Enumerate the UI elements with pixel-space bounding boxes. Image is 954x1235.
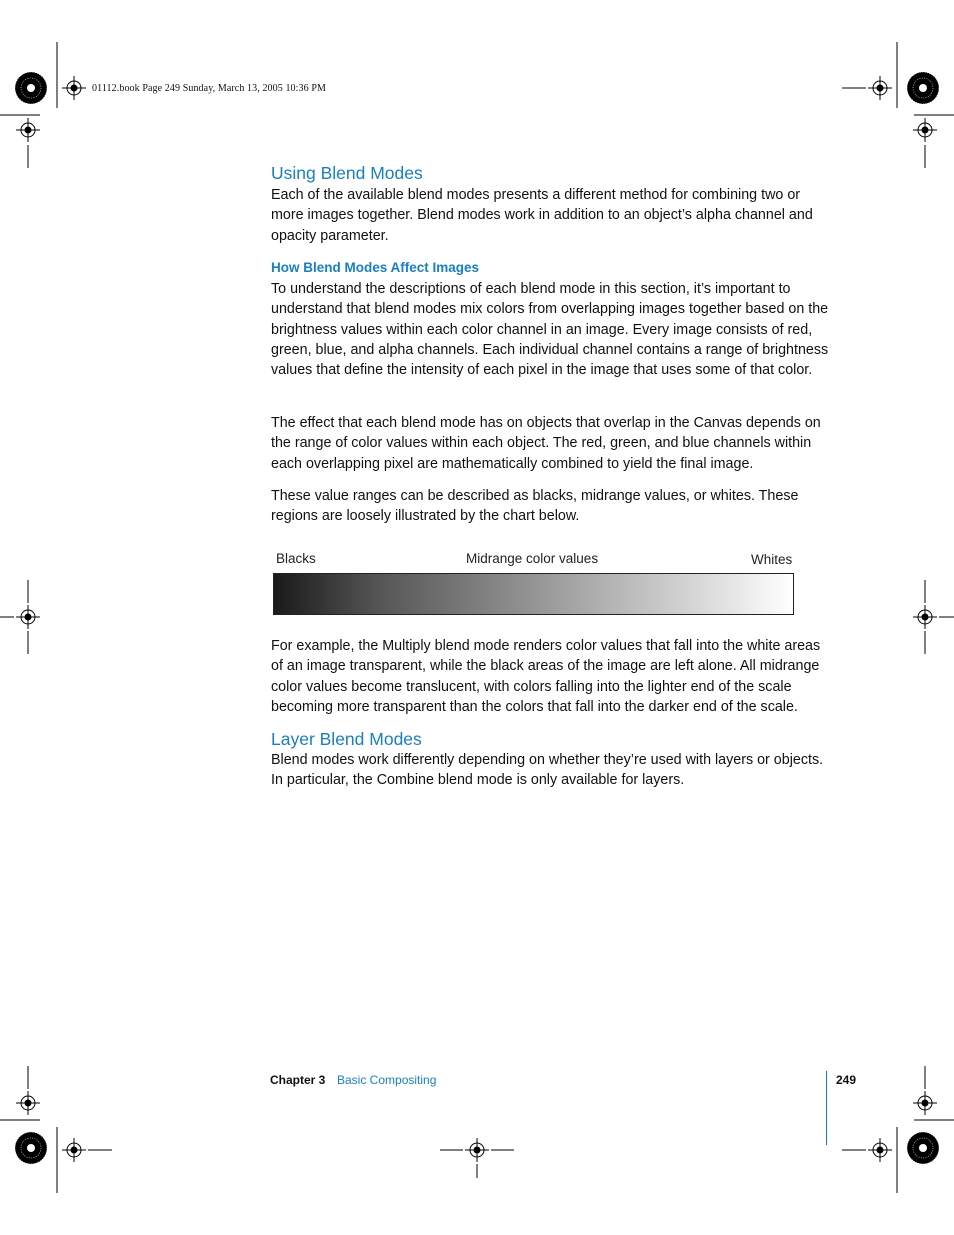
registration-crosshair-icon	[62, 76, 86, 100]
registration-starburst-icon	[907, 1132, 939, 1164]
brightness-gradient-bar	[273, 573, 794, 615]
registration-crosshair-icon	[913, 605, 937, 629]
registration-crosshair-icon	[62, 1138, 86, 1162]
registration-crosshair-icon	[16, 118, 40, 142]
gradient-label-midrange: Midrange color values	[466, 551, 599, 566]
footer-divider	[826, 1071, 827, 1145]
footer-page-number: 249	[836, 1073, 857, 1087]
gradient-label-whites: Whites	[751, 552, 793, 567]
print-header: 01112.book Page 249 Sunday, March 13, 2005 10:36 PM	[92, 83, 326, 94]
paragraph-layer-blend-modes: Blend modes work differently depending on whether they’re used with layers or objects. In particular, the Combine blend mode is only available for layers.	[271, 752, 824, 789]
footer-chapter-title: Basic Compositing	[337, 1073, 437, 1087]
paragraph-value-ranges: These value ranges can be described as blacks, midrange values, or whites. These regions are loosely illustrated by the chart below.	[271, 488, 799, 525]
registration-starburst-icon	[15, 72, 47, 104]
paragraph-blend-mode-effect: The effect that each blend mode has on objects that overlap in the Canvas depends on the range of color values within each object. The red, green, and blue channels within each overlapping pixel are mathematically combined to yield the final image.	[271, 415, 821, 472]
registration-crosshair-icon	[913, 118, 937, 142]
registration-crosshair-icon	[16, 605, 40, 629]
gradient-label-blacks: Blacks	[276, 551, 316, 566]
registration-crosshair-icon	[465, 1138, 489, 1162]
paragraph-using-blend-modes: Each of the available blend modes presents a different method for combining two or more images together. Blend modes work in addition to an object’s alpha channel and opacity parameter.	[271, 187, 813, 244]
heading-layer-blend-modes: Layer Blend Modes	[271, 729, 422, 749]
registration-crosshair-icon	[868, 76, 892, 100]
heading-how-blend-modes-affect-images: How Blend Modes Affect Images	[271, 260, 480, 275]
registration-crosshair-icon	[913, 1091, 937, 1115]
registration-crosshair-icon	[868, 1138, 892, 1162]
heading-using-blend-modes: Using Blend Modes	[271, 163, 423, 183]
registration-starburst-icon	[907, 72, 939, 104]
registration-starburst-icon	[15, 1132, 47, 1164]
paragraph-blend-modes-explanation: To understand the descriptions of each blend mode in this section, it’s important to understand that blend modes mix colors from overlapping images together based on the brightness values within each color channel in an image. Every image consists of red, green, blue, and alpha channels. Each individual channel contains a range of brightness values that define the intensity of each pixel in the image that uses some of that color.	[271, 281, 829, 379]
registration-crosshair-icon	[16, 1091, 40, 1115]
paragraph-multiply-example: For example, the Multiply blend mode renders color values that fall into the white areas of an image transparent, while the black areas of the image are left alone. All midrange color values become translucent, with colors falling into the lighter end of the scale becoming more transparent than the colors that fall into the darker end of the scale.	[271, 638, 821, 715]
footer-chapter-label: Chapter 3	[270, 1073, 326, 1087]
